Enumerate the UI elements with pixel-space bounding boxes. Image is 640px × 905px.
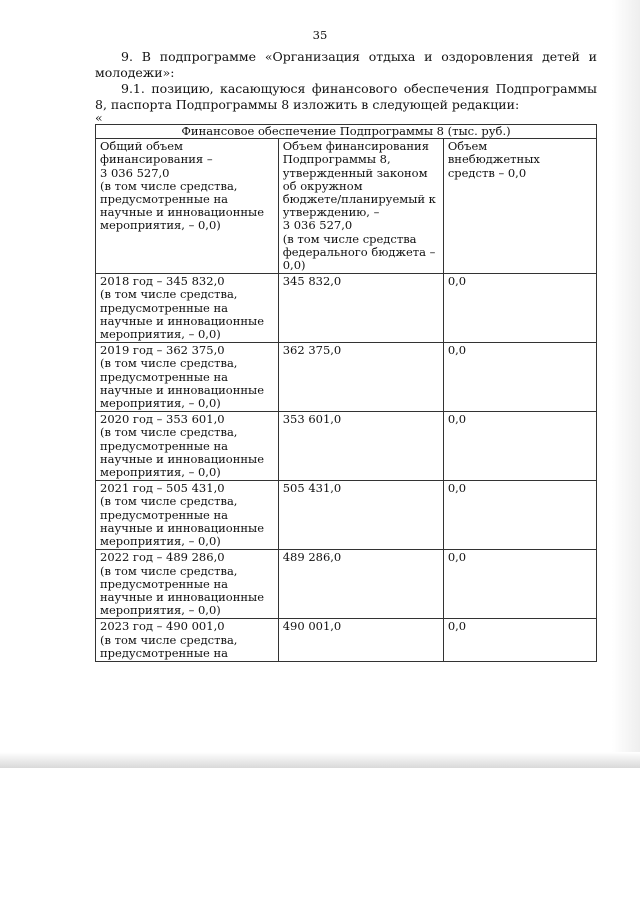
header-line: 3 036 527,0 bbox=[100, 165, 170, 180]
header-line: средств – 0,0 bbox=[447, 165, 527, 180]
header-line: научные и инновационные bbox=[100, 205, 265, 220]
page-bottom-shadow bbox=[0, 752, 640, 768]
header-line: (в том числе средства, bbox=[100, 178, 238, 193]
year-note-line: (в том числе средства, bbox=[100, 425, 238, 440]
table-row bbox=[96, 274, 597, 343]
year-note-line: мероприятия, – 0,0) bbox=[100, 465, 221, 480]
table-header-row bbox=[96, 139, 597, 274]
extrabudgetary-amount-cell: 0,0 bbox=[443, 481, 596, 550]
year-note-line: научные и инновационные bbox=[100, 313, 265, 328]
year-total-cell bbox=[96, 274, 279, 343]
header-line: Объем bbox=[447, 139, 488, 154]
year-total: 2019 год – 362 375,0 bbox=[100, 343, 225, 358]
year-note-line: предусмотренные на bbox=[100, 645, 228, 660]
year-note-line: мероприятия, – 0,0) bbox=[100, 603, 221, 618]
financing-table bbox=[95, 124, 597, 662]
page-number: 35 bbox=[312, 28, 328, 42]
header-line: Объем финансирования bbox=[282, 139, 429, 154]
year-note-line: предусмотренные на bbox=[100, 507, 228, 522]
header-line: федерального бюджета – bbox=[282, 244, 436, 259]
header-line: Подпрограммы 8, bbox=[282, 152, 391, 167]
extrabudgetary-amount-cell: 0,0 bbox=[443, 412, 596, 481]
header-total-financing bbox=[96, 139, 279, 274]
year-note-line: научные и инновационные bbox=[100, 520, 265, 535]
header-line: бюджете/планируемый к bbox=[282, 192, 436, 207]
year-total: 2021 год – 505 431,0 bbox=[100, 481, 225, 496]
year-note-line: (в том числе средства, bbox=[100, 632, 238, 647]
header-line: мероприятия, – 0,0) bbox=[100, 218, 221, 233]
budget-amount-cell: 345 832,0 bbox=[278, 274, 443, 343]
table-body bbox=[96, 274, 597, 662]
year-total-cell bbox=[96, 343, 279, 412]
budget-amount-cell: 490 001,0 bbox=[278, 619, 443, 662]
extrabudgetary-amount-cell: 0,0 bbox=[443, 619, 596, 662]
table-title: Финансовое обеспечение Подпрограммы 8 (тыс. руб.) bbox=[96, 125, 597, 139]
year-note-line: предусмотренные на bbox=[100, 438, 228, 453]
extrabudgetary-amount-cell: 0,0 bbox=[443, 343, 596, 412]
year-total-cell bbox=[96, 481, 279, 550]
year-note-line: предусмотренные на bbox=[100, 576, 228, 591]
table-row bbox=[96, 619, 597, 662]
year-note-line: предусмотренные на bbox=[100, 369, 228, 384]
year-total: 2023 год – 490 001,0 bbox=[100, 619, 225, 634]
year-note-line: мероприятия, – 0,0) bbox=[100, 327, 221, 342]
year-note-line: (в том числе средства, bbox=[100, 356, 238, 371]
header-line: утвержденный законом bbox=[282, 165, 428, 180]
year-total-cell bbox=[96, 619, 279, 662]
header-line: 0,0) bbox=[282, 258, 306, 273]
year-total-cell bbox=[96, 550, 279, 619]
page-edge-shadow bbox=[612, 0, 640, 768]
budget-amount-cell: 505 431,0 bbox=[278, 481, 443, 550]
year-note-line: научные и инновационные bbox=[100, 589, 265, 604]
year-note-line: научные и инновационные bbox=[100, 451, 265, 466]
budget-amount-cell: 353 601,0 bbox=[278, 412, 443, 481]
year-total: 2020 год – 353 601,0 bbox=[100, 412, 225, 427]
year-total: 2018 год – 345 832,0 bbox=[100, 274, 225, 289]
year-note-line: мероприятия, – 0,0) bbox=[100, 396, 221, 411]
table-row bbox=[96, 481, 597, 550]
budget-amount-cell: 489 286,0 bbox=[278, 550, 443, 619]
opening-quote: « bbox=[95, 110, 103, 125]
header-line: предусмотренные на bbox=[100, 192, 228, 207]
header-line: утверждению, – bbox=[282, 205, 380, 220]
paragraph-item-9: 9. В подпрограмме «Организация отдыха и оздоровления детей и молодежи»: bbox=[95, 49, 597, 80]
year-note-line: (в том числе средства, bbox=[100, 287, 238, 302]
extrabudgetary-amount-cell: 0,0 bbox=[443, 274, 596, 343]
year-total: 2022 год – 489 286,0 bbox=[100, 550, 225, 565]
year-note-line: предусмотренные на bbox=[100, 300, 228, 315]
header-line: 3 036 527,0 bbox=[282, 218, 353, 233]
year-note-line: (в том числе средства, bbox=[100, 494, 238, 509]
header-line: внебюджетных bbox=[447, 152, 540, 167]
table-row bbox=[96, 550, 597, 619]
year-total-cell bbox=[96, 412, 279, 481]
year-note-line: научные и инновационные bbox=[100, 382, 265, 397]
year-note-line: (в том числе средства, bbox=[100, 563, 238, 578]
year-note-line: мероприятия, – 0,0) bbox=[100, 534, 221, 549]
table-row bbox=[96, 343, 597, 412]
extrabudgetary-amount-cell: 0,0 bbox=[443, 550, 596, 619]
header-line: Общий объем bbox=[100, 139, 183, 154]
header-line: об окружном bbox=[282, 178, 363, 193]
header-line: (в том числе средства bbox=[282, 231, 417, 246]
table-title-row bbox=[96, 125, 597, 139]
budget-amount-cell: 362 375,0 bbox=[278, 343, 443, 412]
paragraph-item-9-1: 9.1. позицию, касающуюся финансового обеспечения Подпрограммы 8, паспорта Подпрограммы 8 изложить в следующей редакции: bbox=[95, 81, 597, 112]
header-line: финансирования – bbox=[100, 152, 213, 167]
header-budget-financing bbox=[278, 139, 443, 274]
table-row bbox=[96, 412, 597, 481]
header-extrabudgetary bbox=[443, 139, 596, 274]
